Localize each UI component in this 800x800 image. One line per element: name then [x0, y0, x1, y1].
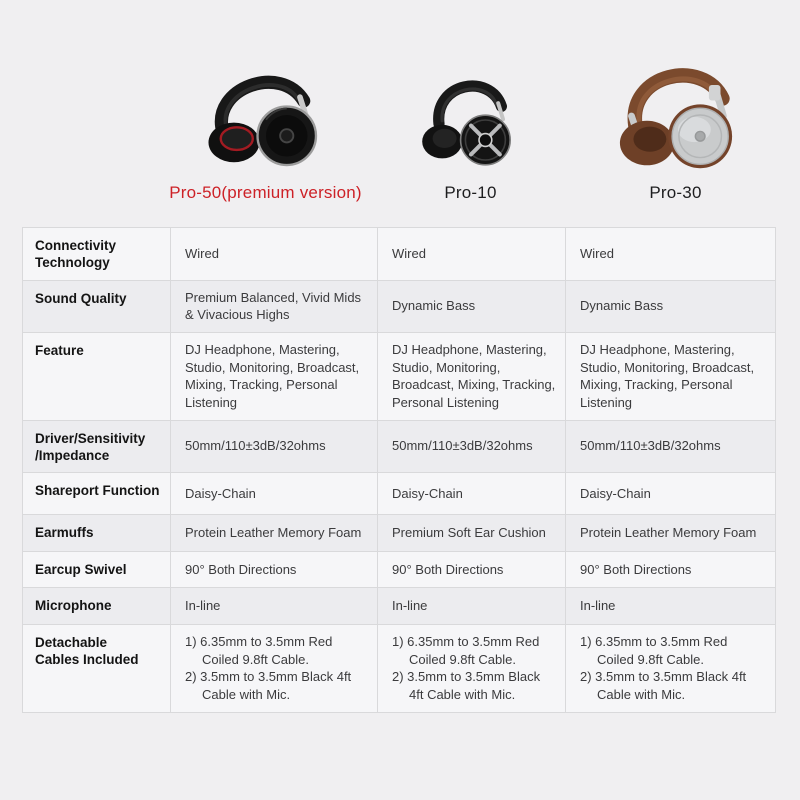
product-name-pro-10: Pro-10 [444, 183, 497, 202]
table-row-earmuffs [23, 515, 776, 552]
spec-label: Feature [23, 332, 171, 420]
spec-label: Earcup Swivel [23, 552, 171, 588]
spec-value-pro-50: 50mm/110±3dB/32ohms [171, 420, 378, 473]
spec-label: Connectivity Technology [23, 228, 171, 281]
table-row-cables [23, 625, 776, 713]
product-name-pro-30: Pro-30 [649, 183, 702, 202]
table-row-sound-quality [23, 280, 776, 332]
product-pro-10 [368, 52, 573, 203]
spec-label: Shareport Function [23, 473, 171, 515]
spec-value-pro-30: 90° Both Directions [566, 552, 776, 588]
table-row-shareport [23, 473, 776, 515]
spec-value-pro-10: 50mm/110±3dB/32ohms [378, 420, 566, 473]
pro-10-image-box [415, 52, 527, 174]
product-name-pro-50: Pro-50(premium version) [169, 183, 362, 202]
spec-value-pro-50: Daisy-Chain [171, 473, 378, 515]
pro-50-image-box [200, 52, 332, 174]
spec-comparison-table [22, 227, 776, 713]
spec-value-pro-30: In-line [566, 588, 776, 625]
spec-value-pro-30: Dynamic Bass [566, 280, 776, 332]
spec-value-pro-30: DJ Headphone, Mastering, Studio, Monitoring, Broadcast, Mixing, Tracking, Personal Listening [566, 332, 776, 420]
spec-label: Sound Quality [23, 280, 171, 332]
table-row-connectivity [23, 228, 776, 281]
pro-30-image-box [608, 52, 744, 174]
table-row-feature [23, 332, 776, 420]
pro-10-headphones-image [415, 66, 527, 174]
spec-label: Detachable Cables Included [23, 625, 171, 713]
spec-value-pro-10: Wired [378, 228, 566, 281]
spec-value-pro-10: Daisy-Chain [378, 473, 566, 515]
spec-value-pro-30: Wired [566, 228, 776, 281]
spec-value-pro-30: Daisy-Chain [566, 473, 776, 515]
spec-label: Microphone [23, 588, 171, 625]
spec-value-pro-10: DJ Headphone, Mastering, Studio, Monitoring, Broadcast, Mixing, Tracking, Personal Listening [378, 332, 566, 420]
table-row-driver [23, 420, 776, 473]
table-row-microphone [23, 588, 776, 625]
spec-label: Earmuffs [23, 515, 171, 552]
spec-value-pro-50: 1) 6.35mm to 3.5mm Red Coiled 9.8ft Cable. 2) 3.5mm to 3.5mm Black 4ft Cable with Mic. [171, 625, 378, 713]
spec-value-pro-10: 1) 6.35mm to 3.5mm Red Coiled 9.8ft Cable. 2) 3.5mm to 3.5mm Black 4ft Cable with Mic. [378, 625, 566, 713]
spec-value-pro-10: 90° Both Directions [378, 552, 566, 588]
spec-value-pro-30: Protein Leather Memory Foam [566, 515, 776, 552]
spec-value-pro-50: Protein Leather Memory Foam [171, 515, 378, 552]
spec-value-pro-30: 50mm/110±3dB/32ohms [566, 420, 776, 473]
pro-30-headphones-image [608, 56, 744, 174]
spec-value-pro-10: Dynamic Bass [378, 280, 566, 332]
pro-50-headphones-image [200, 58, 332, 174]
spec-value-pro-30: 1) 6.35mm to 3.5mm Red Coiled 9.8ft Cable. 2) 3.5mm to 3.5mm Black 4ft Cable with Mic. [566, 625, 776, 713]
spec-value-pro-50: In-line [171, 588, 378, 625]
spec-value-pro-50: Premium Balanced, Vivid Mids & Vivacious Highs [171, 280, 378, 332]
product-photo-strip [0, 0, 800, 203]
spec-value-pro-50: 90° Both Directions [171, 552, 378, 588]
product-pro-30 [573, 52, 778, 203]
spec-value-pro-50: Wired [171, 228, 378, 281]
spec-value-pro-10: Premium Soft Ear Cushion [378, 515, 566, 552]
spec-value-pro-50: DJ Headphone, Mastering, Studio, Monitoring, Broadcast, Mixing, Tracking, Personal Listening [171, 332, 378, 420]
table-row-earcup-swivel [23, 552, 776, 588]
spec-label: Driver/Sensitivity /Impedance [23, 420, 171, 473]
product-pro-50 [163, 52, 368, 203]
spec-value-pro-10: In-line [378, 588, 566, 625]
